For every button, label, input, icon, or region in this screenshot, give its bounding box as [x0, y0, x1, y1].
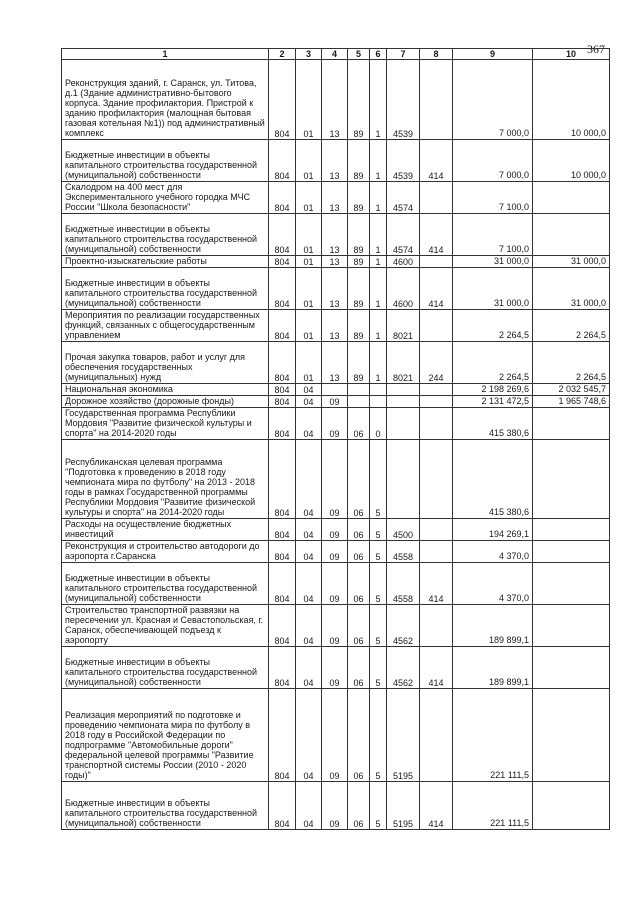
amount-2017: 2 032 545,7: [533, 384, 610, 396]
code-subprogram: 5: [370, 605, 387, 647]
code-program: 89: [348, 310, 370, 342]
code-subsection: 13: [322, 268, 348, 310]
code-target: 4500: [387, 519, 420, 541]
code-section: 01: [296, 60, 322, 140]
code-program: [348, 396, 370, 408]
code-subprogram: 5: [370, 541, 387, 563]
code-target: 4562: [387, 605, 420, 647]
amount-2017: 31 000,0: [533, 268, 610, 310]
code-section: 01: [296, 214, 322, 256]
code-expense-type: 414: [420, 268, 453, 310]
code-target: 4600: [387, 268, 420, 310]
page-number: 367: [587, 42, 605, 56]
code-program: 06: [348, 408, 370, 440]
code-subprogram: 5: [370, 782, 387, 830]
amount-2016: 2 264,5: [453, 342, 533, 384]
code-section: 04: [296, 408, 322, 440]
code-target: 4574: [387, 182, 420, 214]
amount-2017: [533, 519, 610, 541]
amount-2017: [533, 541, 610, 563]
code-subprogram: 1: [370, 342, 387, 384]
column-header: 7: [387, 49, 420, 60]
code-expense-type: [420, 60, 453, 140]
code-subprogram: 5: [370, 689, 387, 782]
code-program: 06: [348, 647, 370, 689]
code-subsection: 09: [322, 541, 348, 563]
code-grbs: 804: [269, 541, 296, 563]
column-header: 1: [62, 49, 269, 60]
amount-2016: 4 370,0: [453, 563, 533, 605]
row-name: Реализация мероприятий по подготовке и проведению чемпионата мира по футболу в 2018 году в Российской Федерации по подпрограмме "Автомобильные дороги" федеральной целевой программы "Развитие транспортной системы России (2010 - 2020 годы)": [62, 689, 269, 782]
code-section: 04: [296, 541, 322, 563]
row-name: Строительство транспортной развязки на пересечении ул. Красная и Севастопольская, г. Саранск, обеспечивающей подъезд к аэропорту: [62, 605, 269, 647]
code-section: 04: [296, 396, 322, 408]
code-program: 06: [348, 782, 370, 830]
code-target: 4558: [387, 563, 420, 605]
table-body: [62, 49, 610, 830]
code-expense-type: [420, 256, 453, 268]
amount-2017: [533, 440, 610, 519]
code-grbs: 804: [269, 605, 296, 647]
amount-2016: 4 370,0: [453, 541, 533, 563]
column-header: 6: [370, 49, 387, 60]
code-expense-type: [420, 541, 453, 563]
column-header: 10: [533, 49, 610, 60]
row-name: Бюджетные инвестиции в объекты капитального строительства государственной (муниципальной) собственности: [62, 214, 269, 256]
amount-2016: 2 198 269,6: [453, 384, 533, 396]
amount-2017: [533, 689, 610, 782]
code-target: [387, 440, 420, 519]
column-header: 8: [420, 49, 453, 60]
amount-2016: 7 100,0: [453, 214, 533, 256]
code-subsection: 09: [322, 408, 348, 440]
code-program: [348, 384, 370, 396]
amount-2017: 10 000,0: [533, 60, 610, 140]
code-grbs: 804: [269, 647, 296, 689]
code-section: 01: [296, 342, 322, 384]
code-expense-type: 414: [420, 647, 453, 689]
code-subsection: 13: [322, 256, 348, 268]
code-expense-type: [420, 182, 453, 214]
code-expense-type: 414: [420, 140, 453, 182]
code-grbs: 804: [269, 60, 296, 140]
code-program: 06: [348, 440, 370, 519]
table-row: [62, 60, 610, 140]
code-grbs: 804: [269, 440, 296, 519]
code-program: 89: [348, 342, 370, 384]
table-row: [62, 214, 610, 256]
code-grbs: 804: [269, 140, 296, 182]
code-target: 5195: [387, 782, 420, 830]
code-expense-type: [420, 396, 453, 408]
code-target: 5195: [387, 689, 420, 782]
table-row: [62, 440, 610, 519]
code-subprogram: 1: [370, 140, 387, 182]
column-header: 5: [348, 49, 370, 60]
budget-table: [61, 48, 610, 830]
code-section: 04: [296, 689, 322, 782]
amount-2017: 2 264,5: [533, 310, 610, 342]
code-section: 04: [296, 782, 322, 830]
row-name: Прочая закупка товаров, работ и услуг для обеспечения государственных (муниципальных) нужд: [62, 342, 269, 384]
amount-2016: 189 899,1: [453, 605, 533, 647]
table-row: [62, 689, 610, 782]
code-grbs: 804: [269, 268, 296, 310]
amount-2016: 31 000,0: [453, 256, 533, 268]
code-target: 8021: [387, 310, 420, 342]
code-subprogram: 5: [370, 647, 387, 689]
code-target: 4574: [387, 214, 420, 256]
row-name: Бюджетные инвестиции в объекты капитального строительства государственной (муниципальной) собственности: [62, 563, 269, 605]
code-program: 06: [348, 605, 370, 647]
amount-2017: [533, 182, 610, 214]
column-header: 3: [296, 49, 322, 60]
row-name: Мероприятия по реализации государственных функций, связанных с общегосударственным управлением: [62, 310, 269, 342]
amount-2017: [533, 605, 610, 647]
code-subsection: 09: [322, 563, 348, 605]
amount-2016: 415 380,6: [453, 408, 533, 440]
code-grbs: 804: [269, 689, 296, 782]
code-expense-type: [420, 519, 453, 541]
code-subsection: 09: [322, 647, 348, 689]
code-subsection: 09: [322, 689, 348, 782]
code-subsection: 09: [322, 519, 348, 541]
table-row: [62, 268, 610, 310]
amount-2016: 31 000,0: [453, 268, 533, 310]
code-expense-type: [420, 689, 453, 782]
code-subprogram: 1: [370, 268, 387, 310]
amount-2017: [533, 782, 610, 830]
code-subprogram: 5: [370, 563, 387, 605]
code-grbs: 804: [269, 256, 296, 268]
column-header: 2: [269, 49, 296, 60]
code-program: 06: [348, 519, 370, 541]
code-program: 06: [348, 541, 370, 563]
table-row: [62, 384, 610, 396]
amount-2017: [533, 563, 610, 605]
code-subprogram: [370, 396, 387, 408]
code-subsection: 13: [322, 60, 348, 140]
table-row: [62, 342, 610, 384]
code-target: 4600: [387, 256, 420, 268]
code-program: 06: [348, 689, 370, 782]
row-name: Бюджетные инвестиции в объекты капитального строительства государственной (муниципальной) собственности: [62, 268, 269, 310]
row-name: Скалодром на 400 мест для Экспериментального учебного городка МЧС России "Школа безопасности": [62, 182, 269, 214]
code-expense-type: 414: [420, 214, 453, 256]
code-subprogram: 0: [370, 408, 387, 440]
code-section: 04: [296, 440, 322, 519]
code-target: [387, 384, 420, 396]
code-subsection: [322, 384, 348, 396]
amount-2017: [533, 647, 610, 689]
code-grbs: 804: [269, 182, 296, 214]
table-row: [62, 396, 610, 408]
code-target: 4539: [387, 140, 420, 182]
code-expense-type: 414: [420, 563, 453, 605]
amount-2016: 2 264,5: [453, 310, 533, 342]
table-row: [62, 605, 610, 647]
code-grbs: 804: [269, 214, 296, 256]
amount-2017: 1 965 748,6: [533, 396, 610, 408]
code-subprogram: 1: [370, 214, 387, 256]
table-row: [62, 782, 610, 830]
amount-2016: 7 000,0: [453, 140, 533, 182]
code-subsection: 13: [322, 140, 348, 182]
code-target: 4562: [387, 647, 420, 689]
code-section: 04: [296, 519, 322, 541]
code-subprogram: 1: [370, 310, 387, 342]
code-target: [387, 408, 420, 440]
code-section: 04: [296, 563, 322, 605]
code-program: 06: [348, 563, 370, 605]
table-row: [62, 256, 610, 268]
code-target: [387, 396, 420, 408]
code-target: 4539: [387, 60, 420, 140]
code-grbs: 804: [269, 408, 296, 440]
code-section: 04: [296, 384, 322, 396]
code-grbs: 804: [269, 782, 296, 830]
code-subprogram: 1: [370, 60, 387, 140]
amount-2016: 221 111,5: [453, 782, 533, 830]
code-subsection: 13: [322, 182, 348, 214]
row-name: Бюджетные инвестиции в объекты капитального строительства государственной (муниципальной) собственности: [62, 140, 269, 182]
code-target: 4558: [387, 541, 420, 563]
code-program: 89: [348, 182, 370, 214]
code-grbs: 804: [269, 310, 296, 342]
code-subsection: 13: [322, 310, 348, 342]
row-name: Государственная программа Республики Мордовия "Развитие физической культуры и спорта" на 2014-2020 годы: [62, 408, 269, 440]
code-section: 01: [296, 182, 322, 214]
table-row: [62, 310, 610, 342]
amount-2016: 221 111,5: [453, 689, 533, 782]
row-name: Национальная экономика: [62, 384, 269, 396]
row-name: Расходы на осуществление бюджетных инвестиций: [62, 519, 269, 541]
code-target: 8021: [387, 342, 420, 384]
code-grbs: 804: [269, 519, 296, 541]
amount-2016: 194 269,1: [453, 519, 533, 541]
row-name: Республиканская целевая программа "Подготовка к проведению в 2018 году чемпионата мира по футболу" на 2013 - 2018 годы в рамках Государственной программы Республики Мордовия "Развитие физической культуры и спорта" на 2014-2020 годы: [62, 440, 269, 519]
header-row: [62, 49, 610, 60]
code-grbs: 804: [269, 396, 296, 408]
code-grbs: 804: [269, 384, 296, 396]
row-name: Проектно-изыскательские работы: [62, 256, 269, 268]
code-section: 01: [296, 256, 322, 268]
code-expense-type: [420, 310, 453, 342]
table-row: [62, 140, 610, 182]
code-program: 89: [348, 140, 370, 182]
column-header: 4: [322, 49, 348, 60]
code-section: 04: [296, 605, 322, 647]
amount-2017: [533, 408, 610, 440]
code-grbs: 804: [269, 563, 296, 605]
code-section: 04: [296, 647, 322, 689]
code-subsection: 09: [322, 396, 348, 408]
amount-2016: 189 899,1: [453, 647, 533, 689]
column-header: 9: [453, 49, 533, 60]
code-expense-type: 244: [420, 342, 453, 384]
code-subsection: 09: [322, 440, 348, 519]
amount-2016: 415 380,6: [453, 440, 533, 519]
amount-2017: 2 264,5: [533, 342, 610, 384]
row-name: Дорожное хозяйство (дорожные фонды): [62, 396, 269, 408]
table-row: [62, 519, 610, 541]
code-section: 01: [296, 140, 322, 182]
code-expense-type: [420, 408, 453, 440]
code-subprogram: 1: [370, 182, 387, 214]
code-expense-type: [420, 440, 453, 519]
table-row: [62, 647, 610, 689]
amount-2017: 31 000,0: [533, 256, 610, 268]
code-program: 89: [348, 256, 370, 268]
code-subsection: 13: [322, 342, 348, 384]
code-expense-type: 414: [420, 782, 453, 830]
code-subprogram: [370, 384, 387, 396]
code-subprogram: 5: [370, 440, 387, 519]
table-row: [62, 408, 610, 440]
code-expense-type: [420, 384, 453, 396]
code-subprogram: 5: [370, 519, 387, 541]
table-row: [62, 182, 610, 214]
amount-2017: 10 000,0: [533, 140, 610, 182]
amount-2016: 7 000,0: [453, 60, 533, 140]
code-expense-type: [420, 605, 453, 647]
code-section: 01: [296, 268, 322, 310]
code-section: 01: [296, 310, 322, 342]
code-program: 89: [348, 60, 370, 140]
row-name: Бюджетные инвестиции в объекты капитального строительства государственной (муниципальной) собственности: [62, 647, 269, 689]
code-grbs: 804: [269, 342, 296, 384]
code-subsection: 09: [322, 782, 348, 830]
code-subprogram: 1: [370, 256, 387, 268]
code-program: 89: [348, 268, 370, 310]
code-program: 89: [348, 214, 370, 256]
table-row: [62, 541, 610, 563]
row-name: Реконструкция зданий, г. Саранск, ул. Титова, д.1 (Здание административно-бытового корпуса. Здание профилактория. Пристрой к зданию профилактория (малощная бытовая газовая котельная №1)) под административный комплекс: [62, 60, 269, 140]
row-name: Бюджетные инвестиции в объекты капитального строительства государственной (муниципальной) собственности: [62, 782, 269, 830]
amount-2016: 7 100,0: [453, 182, 533, 214]
code-subsection: 09: [322, 605, 348, 647]
amount-2016: 2 131 472,5: [453, 396, 533, 408]
table-row: [62, 563, 610, 605]
code-subsection: 13: [322, 214, 348, 256]
amount-2017: [533, 214, 610, 256]
row-name: Реконструкция и строительство автодороги до аэропорта г.Саранска: [62, 541, 269, 563]
